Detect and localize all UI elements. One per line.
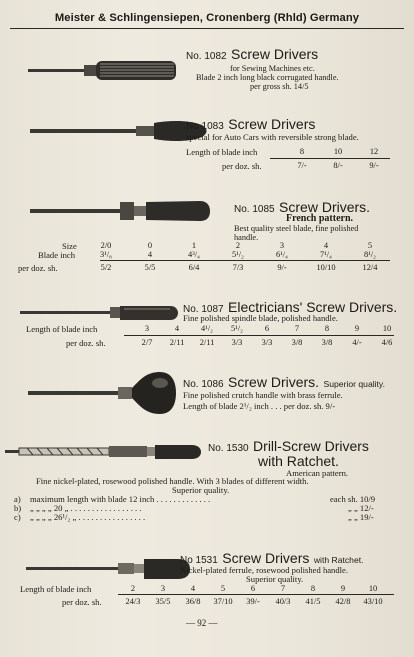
product-1082-price: per gross sh. 14/5 [250, 82, 309, 91]
length-cell: 8 [310, 584, 316, 593]
price-cell: 4/- [352, 338, 362, 347]
product-1530-title-1: Drill-Screw Drivers [253, 438, 369, 454]
price-cell: 4/6 [381, 338, 393, 347]
length-cell: 4 [190, 584, 196, 593]
length-cell: 10 [382, 324, 392, 333]
product-1531-title-tail: with Ratchet. [313, 555, 364, 565]
product-1083-length-label: Length of blade inch [186, 147, 258, 157]
size-cell: 2/0 [100, 241, 112, 250]
product-1083-title: Screw Drivers [228, 116, 316, 132]
product-1083-price-label: per doz. sh. [222, 161, 262, 171]
length-cell: 9 [354, 324, 360, 333]
price-cell: 36/8 [185, 597, 201, 606]
product-1087-desc: Fine polished spindle blade, polished handle. [183, 313, 338, 323]
product-1082-heading [186, 46, 318, 64]
length-cell: 4 [174, 324, 180, 333]
price-cell: 5/5 [144, 263, 156, 272]
length-cell: 8 [299, 147, 305, 156]
blade-cell: 7¹/₄ [320, 250, 332, 259]
screwdriver-1082-illustration [28, 55, 178, 85]
product-1085-number: No. 1085 [234, 204, 275, 215]
product-1086-quality: Superior quality. [323, 379, 385, 389]
length-cell: 6 [264, 324, 270, 333]
price-cell: 3/3 [261, 338, 273, 347]
product-1083-desc: special for Auto Cars with reversible strong blade. [186, 132, 359, 142]
product-1086-desc-2: Length of blade 2¹/₂ inch . . . per doz. sh. 9/- [183, 401, 336, 411]
price-cell: 10/10 [316, 263, 336, 272]
variant-price: „ „ 19/- [348, 512, 374, 522]
product-1530-subtitle: American pattern. [286, 468, 349, 478]
product-1082-number: No. 1082 [186, 51, 227, 62]
product-1531-desc: Nickel-plated ferrule, rosewood polished handle. [180, 565, 348, 575]
length-cell: 3 [144, 324, 150, 333]
product-1085-price-label: per doz. sh. [18, 263, 58, 273]
product-1531-price-row [118, 597, 388, 606]
price-cell: 7/- [297, 161, 307, 170]
blade-cell: 4³/₄ [188, 250, 200, 259]
product-1085-blade-label: Blade inch [38, 250, 75, 260]
size-cell: 1 [191, 241, 197, 250]
price-cell: 39/- [246, 597, 260, 606]
price-cell: 9/- [277, 263, 287, 272]
product-1086-desc-1: Fine polished crutch handle with brass ferrule. [183, 390, 343, 400]
variant-key: c) [14, 512, 21, 522]
product-1085-blade-row [84, 250, 392, 259]
price-cell: 40/3 [275, 597, 291, 606]
blade-cell: 4 [147, 250, 153, 259]
divider [100, 260, 390, 261]
product-1531-number: No 1531 [180, 555, 218, 566]
length-cell: 3 [160, 584, 166, 593]
product-1087-length-row [132, 324, 402, 333]
length-cell: 2 [130, 584, 136, 593]
price-cell: 12/4 [362, 263, 378, 272]
variant-price: each sh. 10/9 [330, 494, 376, 504]
product-1530-number: No. 1530 [208, 443, 249, 454]
screwdriver-1085-illustration [30, 197, 230, 227]
blade-cell: 6¹/₄ [276, 250, 288, 259]
price-cell: 24/3 [125, 597, 141, 606]
page-number: — 92 — [186, 618, 218, 628]
price-cell: 7/3 [232, 263, 244, 272]
drill-screwdriver-1530-illustration [5, 442, 205, 462]
product-1085-title: Screw Drivers. [279, 199, 371, 215]
length-cell: 6 [250, 584, 256, 593]
product-1082-desc-2: Blade 2 inch long black corrugated handle. [196, 73, 339, 82]
length-cell: 10 [333, 147, 343, 156]
divider [124, 335, 394, 336]
price-cell: 2/7 [141, 338, 153, 347]
ratchet-screwdriver-1531-illustration [26, 555, 196, 583]
product-1531-price-label: per doz. sh. [62, 597, 102, 607]
screwdriver-1087-illustration [20, 301, 180, 325]
price-cell: 3/3 [231, 338, 243, 347]
length-cell: 4¹/₂ [201, 324, 213, 333]
length-cell: 5 [220, 584, 226, 593]
price-cell: 37/10 [213, 597, 233, 606]
price-cell: 8/- [333, 161, 343, 170]
product-1082-title: Screw Drivers [231, 46, 319, 62]
size-cell: 2 [235, 241, 241, 250]
length-cell: 7 [294, 324, 300, 333]
variant-description: maximum length with blade 12 inch . . . . . . . . . . . . . [30, 494, 211, 504]
variant-description: „ „ „ „ 20 „ . . . . . . . . . . . . . . . . . [30, 503, 142, 513]
size-cell: 5 [367, 241, 373, 250]
product-1531-length-label: Length of blade inch [20, 584, 92, 594]
size-cell: 3 [279, 241, 285, 250]
variant-key: b) [14, 503, 22, 513]
price-cell: 42/8 [335, 597, 351, 606]
length-cell: 7 [280, 584, 286, 593]
variant-key: a) [14, 494, 21, 504]
price-cell: 2/11 [199, 338, 215, 347]
length-cell: 5¹/₂ [231, 324, 243, 333]
length-cell: 12 [369, 147, 379, 156]
price-cell: 3/8 [291, 338, 303, 347]
price-cell: 9/- [369, 161, 379, 170]
product-1531-title: Screw Drivers [222, 550, 310, 566]
product-1085-size-label: Size [62, 241, 77, 251]
product-1087-title: Electricians' Screw Drivers. [228, 299, 398, 315]
price-cell: 35/5 [155, 597, 171, 606]
screwdriver-1086-illustration [28, 368, 178, 418]
price-cell: 41/5 [305, 597, 321, 606]
product-1085-desc-1: Best quality steel blade, fine polished [234, 224, 359, 233]
price-cell: 6/4 [188, 263, 200, 272]
product-1085-subtitle: French pattern. [286, 213, 354, 224]
price-cell: 3/8 [321, 338, 333, 347]
size-cell: 4 [323, 241, 329, 250]
product-1086-title: Screw Drivers. [228, 374, 320, 390]
product-1083-price-row [284, 161, 392, 170]
blade-cell: 8¹/₂ [364, 250, 376, 259]
product-1082-desc-1: for Sewing Machines etc. [230, 64, 315, 73]
product-1083-number: No 1083 [186, 121, 224, 132]
product-1083-length-row [284, 147, 392, 156]
product-1085-desc-2: handle. [234, 233, 259, 242]
product-1531-length-row [118, 584, 388, 593]
product-1530-title-2: with Ratchet. [258, 453, 339, 469]
size-cell: 0 [147, 241, 153, 250]
product-1531-quality: Superior quality. [246, 574, 304, 584]
product-1530-desc: Fine nickel-plated, rosewood polished handle. With 3 blades of different width. [36, 476, 309, 486]
product-1085-size-row [84, 241, 392, 250]
product-1087-price-label: per doz. sh. [66, 338, 106, 348]
price-cell: 2/11 [169, 338, 185, 347]
product-1087-length-label: Length of blade inch [26, 324, 98, 334]
price-cell: 43/10 [363, 597, 383, 606]
product-1085-price-row [84, 263, 392, 272]
blade-cell: 3¹/₈ [100, 250, 112, 259]
length-cell: 9 [340, 584, 346, 593]
variant-description: „ „ „ „ 26¹/₂ „ . . . . . . . . . . . . . . . . [30, 512, 146, 522]
length-cell: 8 [324, 324, 330, 333]
length-cell: 10 [368, 584, 378, 593]
product-1087-number: No. 1087 [183, 304, 224, 315]
screwdriver-1083-illustration [30, 117, 210, 147]
page-header: Meister & Schlingensiepen, Cronenberg (Rhld) Germany [10, 8, 404, 29]
divider [270, 158, 390, 159]
variant-price: „ „ 12/- [348, 503, 374, 513]
product-1530-quality: Superior quality. [172, 485, 230, 495]
product-1087-price-row [132, 338, 402, 347]
blade-cell: 5¹/₂ [232, 250, 244, 259]
product-1086-number: No. 1086 [183, 379, 224, 390]
price-cell: 5/2 [100, 263, 112, 272]
divider [118, 594, 394, 595]
